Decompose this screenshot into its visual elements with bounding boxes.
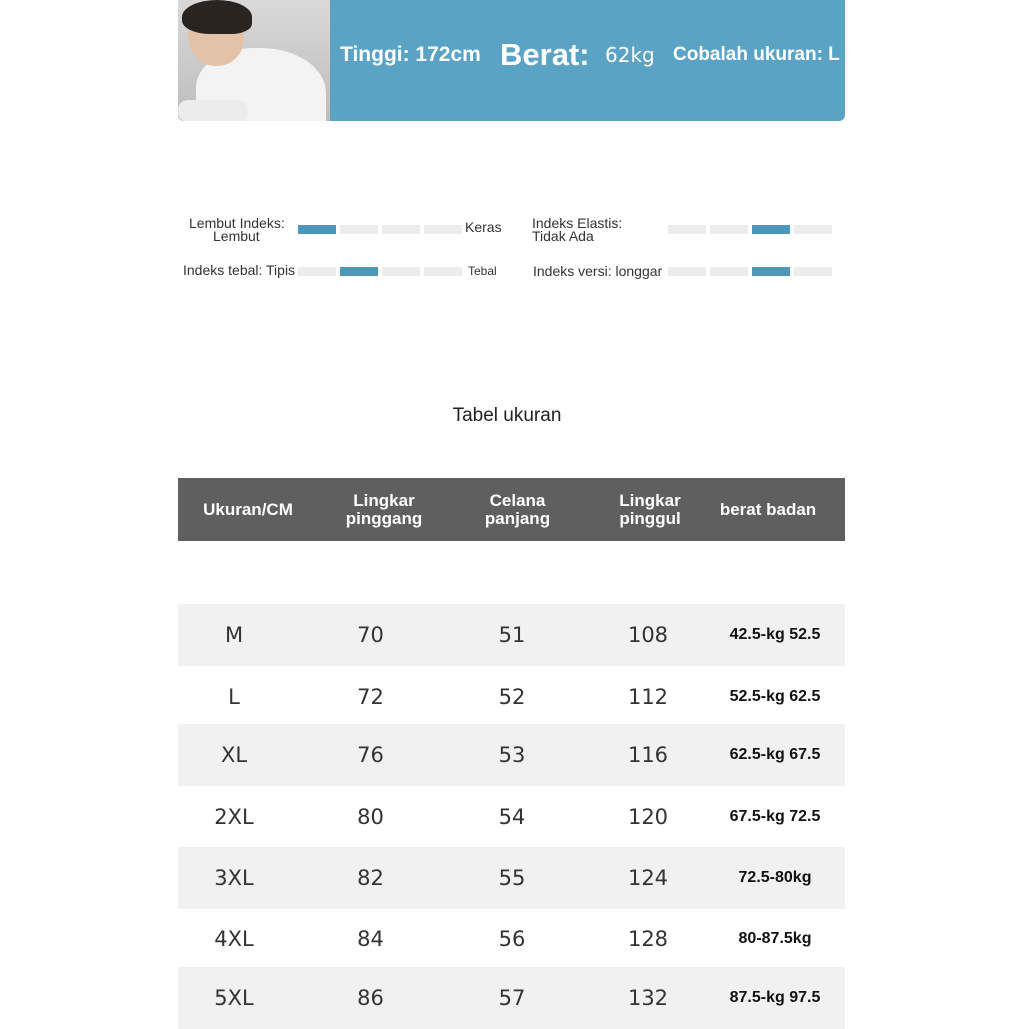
index-segment: [752, 267, 790, 276]
cell-hip: 112: [627, 685, 669, 709]
model-height: Tinggi: 172cm: [340, 43, 481, 66]
index-segment: [710, 225, 748, 234]
cell-waist: 76: [357, 743, 384, 767]
cell-length: 52: [498, 685, 526, 709]
cell-length: 56: [498, 927, 526, 951]
index-segment: [794, 267, 832, 276]
model-weight-value: 62kg: [605, 43, 655, 67]
index-segment: [424, 225, 462, 234]
cell-hip: 128: [627, 927, 669, 951]
model-weight-label: Berat:: [500, 37, 590, 72]
soft-index-bar: [298, 225, 462, 234]
cell-size: XL: [220, 743, 248, 767]
table-row: [178, 604, 845, 666]
cell-weight: 62.5-kg 67.5: [729, 746, 821, 763]
header-hip: [585, 478, 715, 541]
index-segment: [382, 267, 420, 276]
header-size: [178, 478, 318, 541]
elastic-index-label-line2: Tidak Ada: [532, 228, 594, 244]
suggested-size: Cobalah ukuran: L: [673, 44, 840, 65]
soft-index-end-label: Keras: [465, 219, 502, 235]
cell-waist: 84: [357, 927, 384, 951]
soft-index-label: [189, 217, 285, 243]
index-segment: [382, 225, 420, 234]
cell-length: 51: [498, 623, 526, 647]
cell-hip: 132: [627, 986, 669, 1010]
cell-size: M: [224, 623, 244, 647]
table-row: [178, 908, 845, 970]
cell-weight: 52.5-kg 62.5: [729, 688, 821, 705]
index-segment: [424, 267, 462, 276]
elastic-index-bar: [668, 225, 832, 234]
index-segment: [668, 225, 706, 234]
cell-weight: 87.5-kg 97.5: [729, 989, 821, 1006]
table-row: [178, 967, 845, 1029]
cell-size: 3XL: [214, 866, 254, 890]
soft-index-label-line2: Lembut: [213, 228, 260, 244]
cell-weight: 80-87.5kg: [738, 930, 812, 947]
cell-weight: 42.5-kg 52.5: [729, 626, 821, 643]
cell-hip: 116: [627, 743, 669, 767]
cell-length: 54: [498, 805, 526, 829]
cell-size: 5XL: [214, 986, 254, 1010]
cell-size: 4XL: [214, 927, 254, 951]
elastic-index-label: [532, 217, 622, 243]
header-banner: [178, 0, 845, 121]
model-arm: [178, 100, 248, 121]
header-size-text: Ukuran/CM: [203, 499, 293, 519]
cell-weight: 72.5-80kg: [738, 869, 812, 886]
model-photo: [178, 0, 330, 121]
fit-index-bar: [668, 267, 832, 276]
header-waist-text: Lingkar pinggang: [345, 490, 423, 528]
header-length: [450, 478, 585, 541]
cell-length: 57: [498, 986, 526, 1010]
index-segment: [298, 267, 336, 276]
size-table-header: [178, 478, 845, 541]
cell-hip: 124: [627, 866, 669, 890]
header-length-text: Celana panjang: [484, 490, 551, 528]
thickness-index-label: Indeks tebal: Tipis: [183, 262, 296, 278]
thickness-index-bar: [298, 267, 462, 276]
cell-length: 53: [498, 743, 526, 767]
cell-size: 2XL: [214, 805, 254, 829]
index-segment: [794, 225, 832, 234]
table-row: [178, 786, 845, 848]
cell-waist: 86: [357, 986, 384, 1010]
cell-hip: 108: [627, 623, 669, 647]
index-segment: [710, 267, 748, 276]
header-weight: [715, 478, 821, 541]
size-table-title: Tabel ukuran: [452, 405, 562, 426]
cell-size: L: [228, 685, 240, 709]
index-segment: [668, 267, 706, 276]
cell-weight: 67.5-kg 72.5: [729, 808, 821, 825]
table-row: [178, 847, 845, 909]
header-waist: [318, 478, 450, 541]
soft-index-label-line1: Lembut Indeks:: [189, 215, 285, 231]
cell-waist: 82: [357, 866, 384, 890]
header-hip-text: Lingkar pinggul: [619, 490, 681, 528]
cell-waist: 72: [357, 685, 384, 709]
index-segment: [340, 225, 378, 234]
cell-length: 55: [498, 866, 526, 890]
cell-hip: 120: [627, 805, 669, 829]
table-row: [178, 724, 845, 786]
cell-waist: 80: [357, 805, 384, 829]
index-segment: [298, 225, 336, 234]
index-segment: [752, 225, 790, 234]
header-weight-text: berat badan: [719, 499, 817, 519]
cell-waist: 70: [357, 623, 384, 647]
table-row: [178, 666, 845, 728]
index-segment: [340, 267, 378, 276]
fit-index-label: Indeks versi: longgar: [533, 263, 663, 279]
thickness-index-end-label: Tebal: [468, 264, 497, 278]
elastic-index-label-line1: Indeks Elastis:: [532, 215, 623, 231]
model-hair: [182, 0, 252, 34]
